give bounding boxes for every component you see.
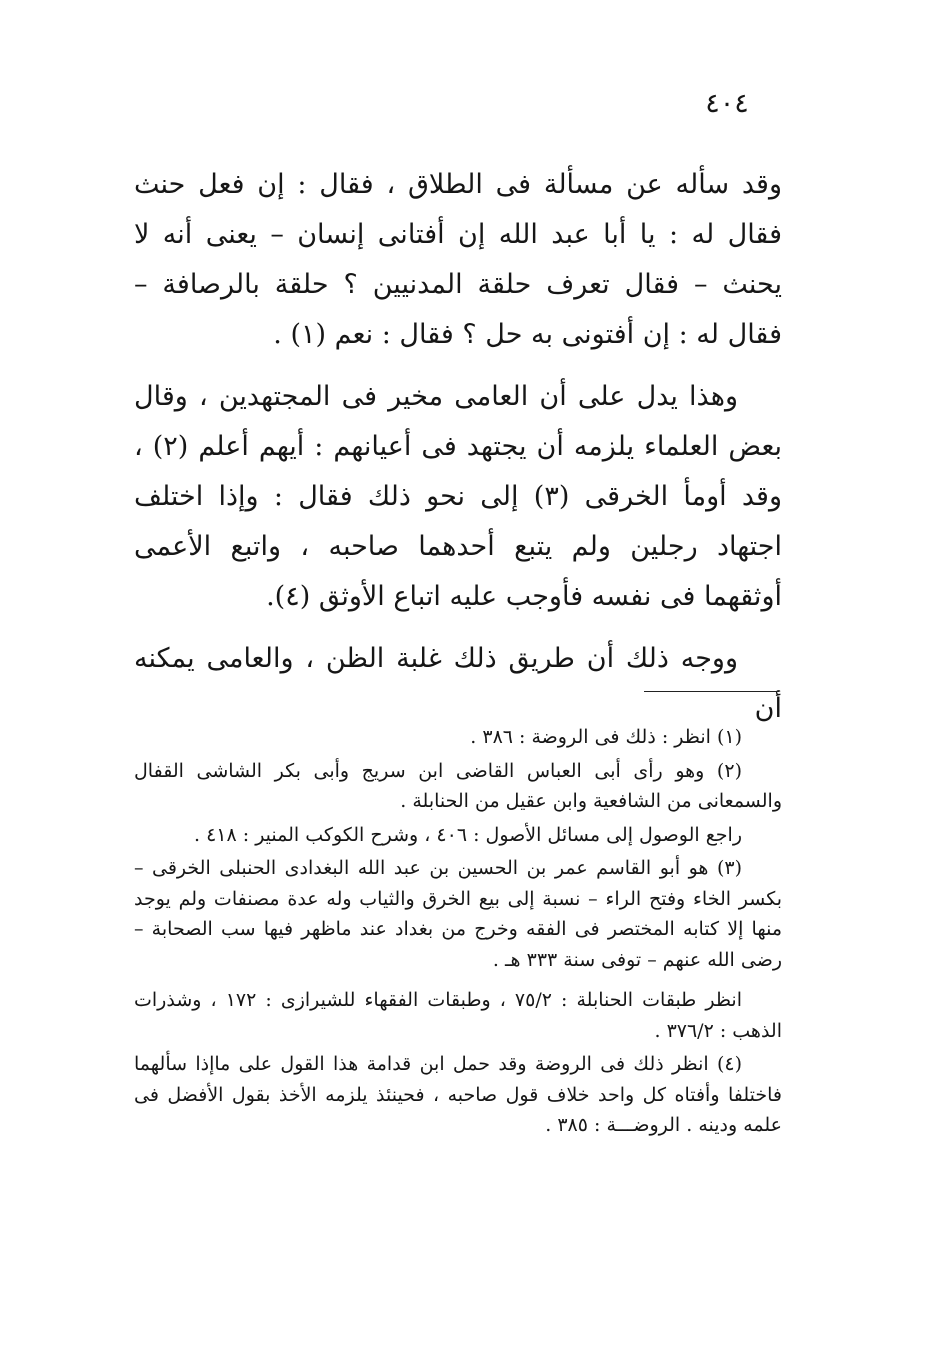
footnote-3-reference: انظر طبقات الحنابلة : ٧٥/٢ ، وطبقات الفقهاء للشيرازى : ١٧٢ ، وشذرات الذهب : ٣٧٦/٢ .	[134, 989, 782, 1042]
paragraph-3: ووجه ذلك أن طريق ذلك غلبة الظن ، والعامى يمكنه أن	[134, 643, 782, 724]
main-text	[134, 160, 782, 746]
footnote-separator	[644, 691, 779, 692]
footnote-1: (١) انظر : ذلك فى الروضة : ٣٨٦ .	[470, 726, 742, 748]
footnotes	[134, 722, 782, 1144]
paragraph-2: وهذا يدل على أن العامى مخير فى المجتهدين ، وقال بعض العلماء يلزمه أن يجتهد فى أعيانهم : أيهم أعلم (٢) ، وقد أومأ الخرقى (٣) إلى نحو ذلك فقال : وإذا اختلف اجتهاد رجلين ولم يتبع أحدهما صاحبه ، واتبع الأعمى أوثقهما فى نفسه فأوجب عليه اتباع الأوثق (٤).	[134, 381, 783, 612]
footnote-3: (٣) هو أبو القاسم عمر بن الحسين بن عبد الله البغدادى الحنبلى الخرقى – بكسر الخاء وفتح الراء – نسبة إلى بيع الخرق والثياب وله عدة مصنفات ولم يوجد منها إلا كتابه المختصر فى الفقه وخرج من بغداد عند ماظهر فيها سب الصحابة – رضى الله عنهم – توفى سنة ٣٣٣ هـ .	[134, 857, 782, 971]
paragraph-1: وقد سأله عن مسألة فى الطلاق ، فقال : إن فعل حنث فقال له : يا أبا عبد الله إن أفتانى إنسان – يعنى أنه لا يحنث – فقال تعرف حلقة المدنيين ؟ حلقة بالرصافة – فقال له : إن أفتونى به حل ؟ فقال : نعم (١) .	[134, 169, 782, 350]
footnote-4: (٤) انظر ذلك فى الروضة وقد حمل ابن قدامة هذا القول على ماإذا سألهما فاختلفا وأفتاه كل واحد خلاف قول صاحبه ، فحينئذ يلزمه الأخذ بقول الأفضل فى علمه ودينه . الروضـــة : ٣٨٥ .	[134, 1053, 782, 1136]
footnote-2: (٢) وهو رأى أبى العباس القاضى ابن سريج وأبى بكر الشاشى القفال والسمعانى من الشافعية وابن عقيل من الحنابلة .	[134, 759, 782, 812]
page-number: ٤٠٤	[705, 88, 749, 119]
footnote-2-reference: راجع الوصول إلى مسائل الأصول : ٤٠٦ ، وشرح الكوكب المنير : ٤١٨ .	[194, 823, 742, 846]
